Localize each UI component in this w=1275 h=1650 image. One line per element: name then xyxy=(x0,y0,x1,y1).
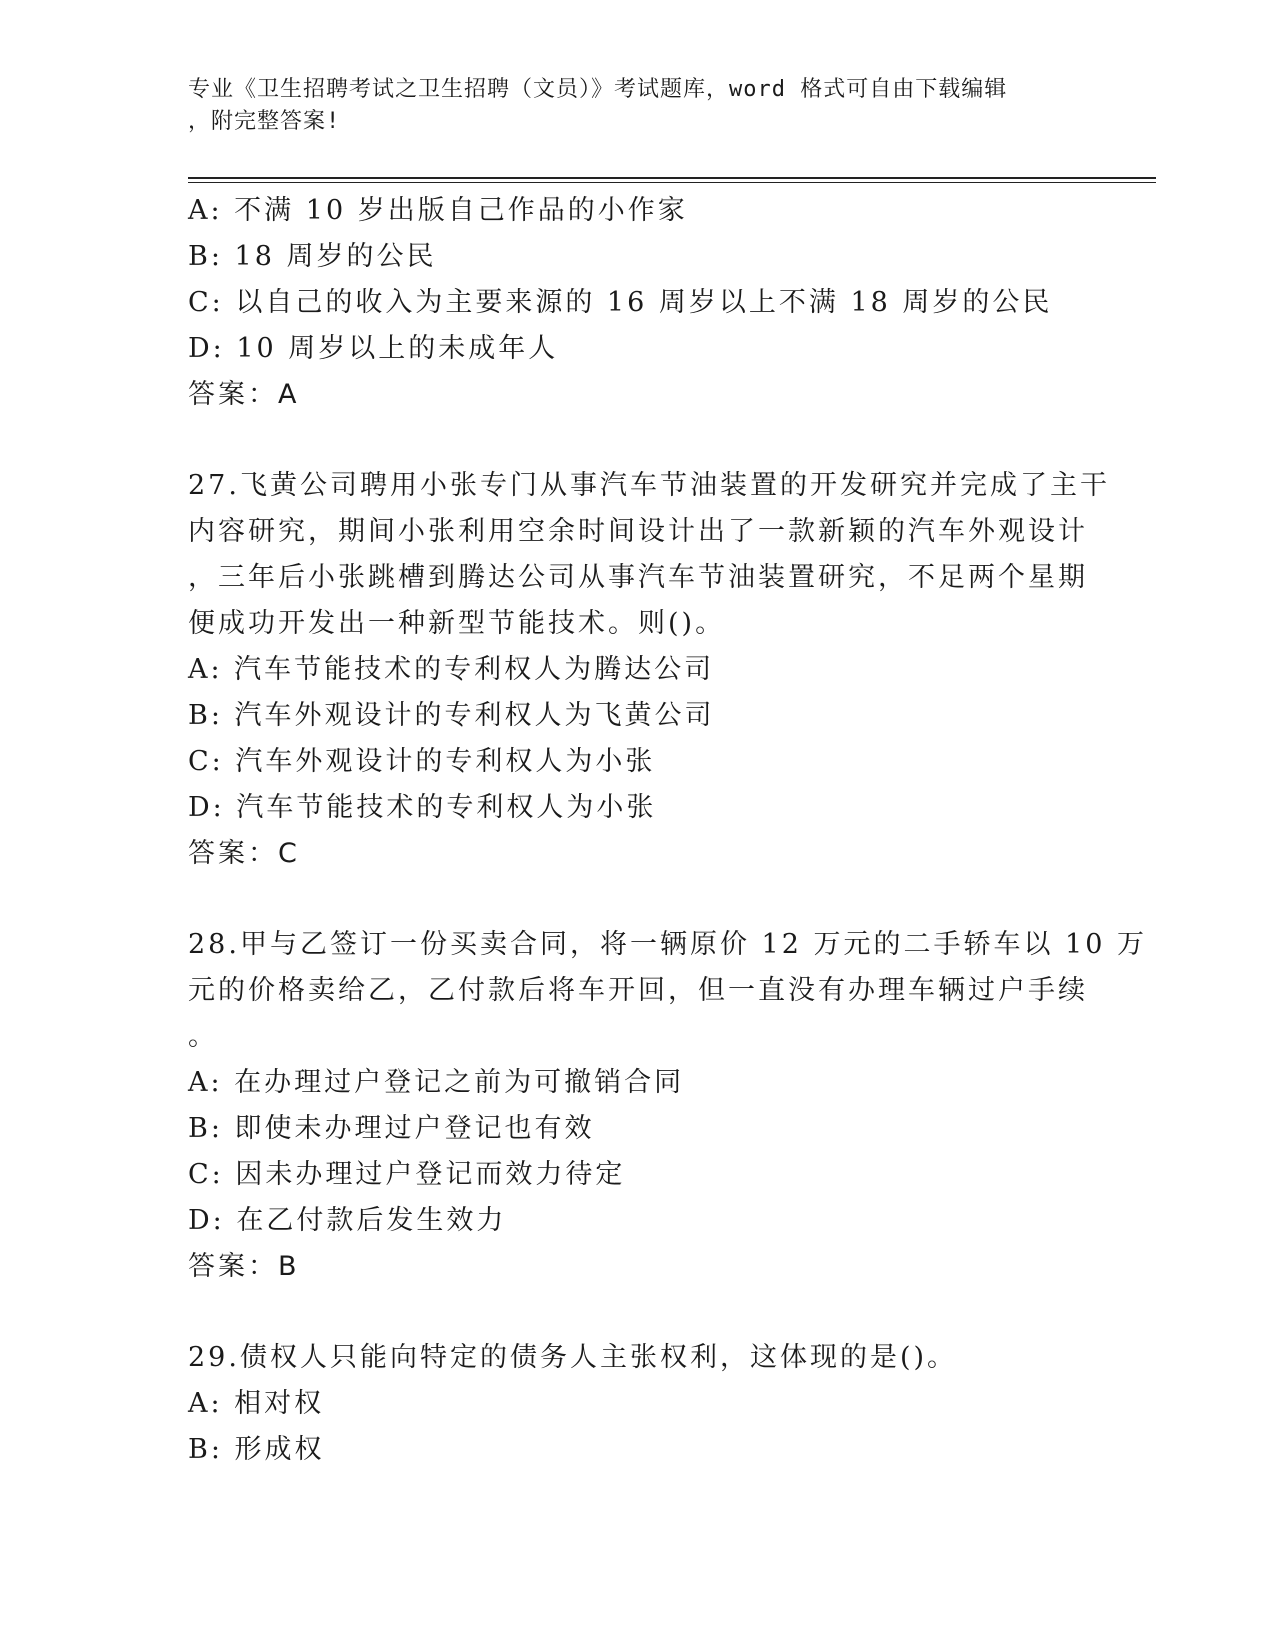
spacer xyxy=(188,877,1088,922)
question-27 xyxy=(188,463,1110,877)
header-line: ，附完整答案! xyxy=(188,109,341,134)
option-a: A: 汽车节能技术的专利权人为腾达公司 xyxy=(188,654,715,685)
option-a: A: 在办理过户登记之前为可撤销合同 xyxy=(188,1067,685,1098)
option-d: D: 10 周岁以上的未成年人 xyxy=(188,333,559,364)
document-header xyxy=(188,74,1088,138)
question-stem-line: 27.飞黄公司聘用小张专门从事汽车节油装置的开发研究并完成了主干 xyxy=(188,470,1110,501)
option-b: B: 18 周岁的公民 xyxy=(188,241,437,272)
option-c: C: 以自己的收入为主要来源的 16 周岁以上不满 18 周岁的公民 xyxy=(188,287,1053,318)
question-list xyxy=(188,188,1147,1473)
header-line: 专业《卫生招聘考试之卫生招聘（文员）》考试题库，word 格式可自由下载编辑 xyxy=(188,77,1008,102)
header-divider-thin xyxy=(188,182,1156,183)
option-a: A: 不满 10 岁出版自己作品的小作家 xyxy=(188,195,688,226)
option-b: B: 汽车外观设计的专利权人为飞黄公司 xyxy=(188,700,715,731)
option-d: D: 在乙付款后发生效力 xyxy=(188,1205,507,1236)
question-stem-line: 元的价格卖给乙，乙付款后将车开回，但一直没有办理车辆过户手续 xyxy=(188,975,1088,1006)
question-26 xyxy=(188,188,1088,418)
question-28 xyxy=(188,922,1147,1290)
answer-line: 答案：A xyxy=(188,379,300,410)
question-stem-line: 28.甲与乙签订一份买卖合同，将一辆原价 12 万元的二手轿车以 10 万 xyxy=(188,929,1147,960)
question-stem-line: 内容研究，期间小张利用空余时间设计出了一款新颖的汽车外观设计 xyxy=(188,516,1088,547)
question-stem-line: 。 xyxy=(188,1021,218,1052)
option-c: C: 汽车外观设计的专利权人为小张 xyxy=(188,746,656,777)
option-b: B: 即使未办理过户登记也有效 xyxy=(188,1113,595,1144)
question-stem-line: ，三年后小张跳槽到腾达公司从事汽车节油装置研究，不足两个星期 xyxy=(188,562,1088,593)
question-stem-line: 便成功开发出一种新型节能技术。则()。 xyxy=(188,608,726,639)
spacer xyxy=(188,418,1088,463)
option-b: B: 形成权 xyxy=(188,1434,325,1465)
option-c: C: 因未办理过户登记而效力待定 xyxy=(188,1159,626,1190)
answer-line: 答案：C xyxy=(188,838,300,869)
question-29 xyxy=(188,1335,1088,1473)
spacer xyxy=(188,1290,1088,1335)
answer-line: 答案：B xyxy=(188,1251,300,1282)
option-d: D: 汽车节能技术的专利权人为小张 xyxy=(188,792,657,823)
header-divider xyxy=(188,177,1156,179)
question-stem-line: 29.债权人只能向特定的债务人主张权利，这体现的是()。 xyxy=(188,1342,958,1373)
option-a: A: 相对权 xyxy=(188,1388,325,1419)
